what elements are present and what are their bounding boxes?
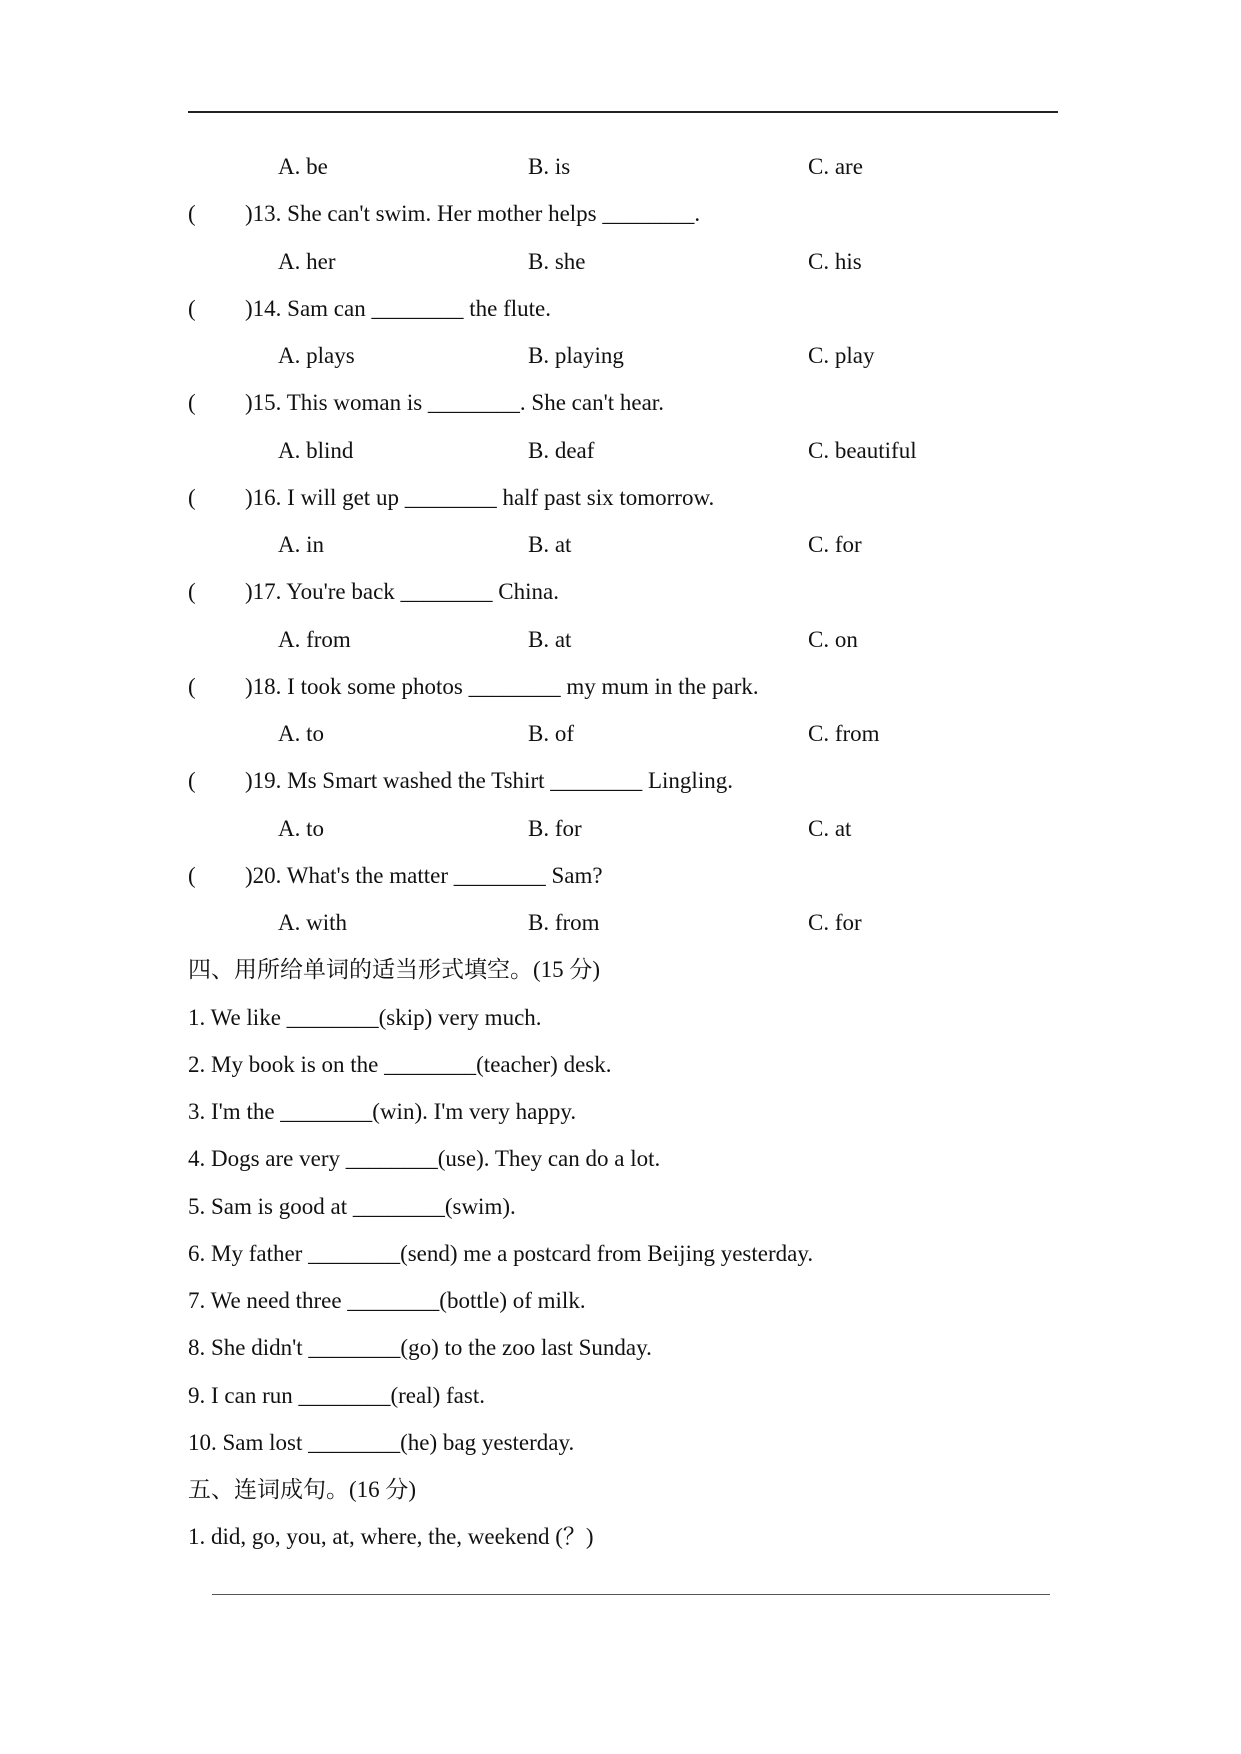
fill-blank-item: 6. My father ________(send) me a postcard from Beijing yesterday. — [188, 1240, 814, 1266]
sentence-order-item: 1. did, go, you, at, where, the, weekend (？) — [188, 1524, 594, 1550]
options-row-q16 — [188, 528, 1068, 575]
worksheet-content — [188, 150, 1068, 1568]
answer-bracket[interactable]: ( — [188, 862, 196, 888]
option-c: C. from — [808, 721, 880, 746]
question-stem: )20. What's the matter ________ Sam? — [245, 862, 603, 888]
answer-bracket[interactable]: ( — [188, 673, 196, 699]
option-b: B. from — [528, 910, 600, 935]
question-16 — [188, 481, 1068, 528]
answer-bracket[interactable]: ( — [188, 390, 196, 416]
options-row-q18 — [188, 717, 1068, 764]
option-a: A. her — [278, 248, 336, 274]
question-18 — [188, 670, 1068, 717]
option-c: C. play — [808, 343, 875, 368]
options-row-q12 — [188, 150, 1068, 197]
option-b: B. she — [528, 248, 586, 274]
fill-blank-item: 4. Dogs are very ________(use). They can do a lot. — [188, 1146, 661, 1172]
option-c: C. beautiful — [808, 437, 917, 463]
option-b: B. deaf — [528, 437, 595, 463]
fill-blank-item: 1. We like ________(skip) very much. — [188, 1004, 542, 1030]
section-4-heading: 四、用所给单词的适当形式填空。(15 分) — [188, 957, 601, 983]
fill-blank-item: 5. Sam is good at ________(swim). — [188, 1193, 516, 1219]
question-14 — [188, 292, 1068, 339]
question-20 — [188, 859, 1068, 906]
question-stem: )14. Sam can ________ the flute. — [245, 295, 551, 321]
question-stem: )18. I took some photos ________ my mum in the park. — [245, 673, 759, 699]
fill-blank-item: 3. I'm the ________(win). I'm very happy. — [188, 1099, 577, 1124]
option-a: A. with — [278, 910, 347, 935]
options-row-q15 — [188, 434, 1068, 481]
option-a: A. blind — [278, 437, 354, 463]
option-a: A. be — [278, 154, 328, 179]
fill-blank-item: 8. She didn't ________(go) to the zoo last Sunday. — [188, 1335, 652, 1361]
option-b: B. at — [528, 532, 572, 557]
option-b: B. at — [528, 626, 572, 652]
question-19 — [188, 764, 1068, 811]
answer-bracket[interactable]: ( — [188, 484, 196, 510]
answer-writing-line[interactable] — [212, 1594, 1050, 1595]
question-17 — [188, 575, 1068, 622]
question-stem: )19. Ms Smart washed the Tshirt ________ Lingling. — [245, 768, 733, 794]
option-b: B. is — [528, 154, 571, 179]
options-row-q14 — [188, 339, 1068, 386]
fill-blank-item: 2. My book is on the ________(teacher) desk. — [188, 1051, 612, 1077]
options-row-q17 — [188, 623, 1068, 670]
fill-blank-item: 7. We need three ________(bottle) of milk. — [188, 1288, 586, 1313]
option-b: B. playing — [528, 343, 624, 368]
option-a: A. to — [278, 815, 324, 841]
option-c: C. for — [808, 910, 862, 935]
question-stem: )17. You're back ________ China. — [245, 579, 559, 605]
question-13 — [188, 197, 1068, 244]
question-15 — [188, 386, 1068, 433]
header-rule — [188, 111, 1058, 113]
fill-blank-item: 10. Sam lost ________(he) bag yesterday. — [188, 1429, 575, 1455]
option-c: C. his — [808, 248, 862, 274]
options-row-q13 — [188, 245, 1068, 292]
option-a: A. from — [278, 626, 351, 652]
options-row-q19 — [188, 812, 1068, 859]
option-c: C. are — [808, 154, 863, 179]
option-a: A. in — [278, 532, 324, 557]
option-c: C. at — [808, 815, 852, 841]
answer-bracket[interactable]: ( — [188, 201, 196, 227]
fill-blank-item: 9. I can run ________(real) fast. — [188, 1382, 485, 1408]
answer-bracket[interactable]: ( — [188, 768, 196, 794]
option-b: B. for — [528, 815, 582, 841]
question-stem: )13. She can't swim. Her mother helps ________. — [245, 201, 701, 227]
option-c: C. for — [808, 532, 862, 557]
option-a: A. plays — [278, 343, 355, 368]
option-a: A. to — [278, 721, 324, 746]
question-stem: )15. This woman is ________. She can't hear. — [245, 390, 664, 416]
answer-bracket[interactable]: ( — [188, 295, 196, 321]
answer-bracket[interactable]: ( — [188, 579, 196, 605]
question-stem: )16. I will get up ________ half past six tomorrow. — [245, 484, 715, 510]
section-5-heading: 五、连词成句。(16 分) — [188, 1477, 417, 1502]
options-row-q20 — [188, 906, 1068, 953]
option-c: C. on — [808, 626, 858, 652]
option-b: B. of — [528, 721, 574, 746]
